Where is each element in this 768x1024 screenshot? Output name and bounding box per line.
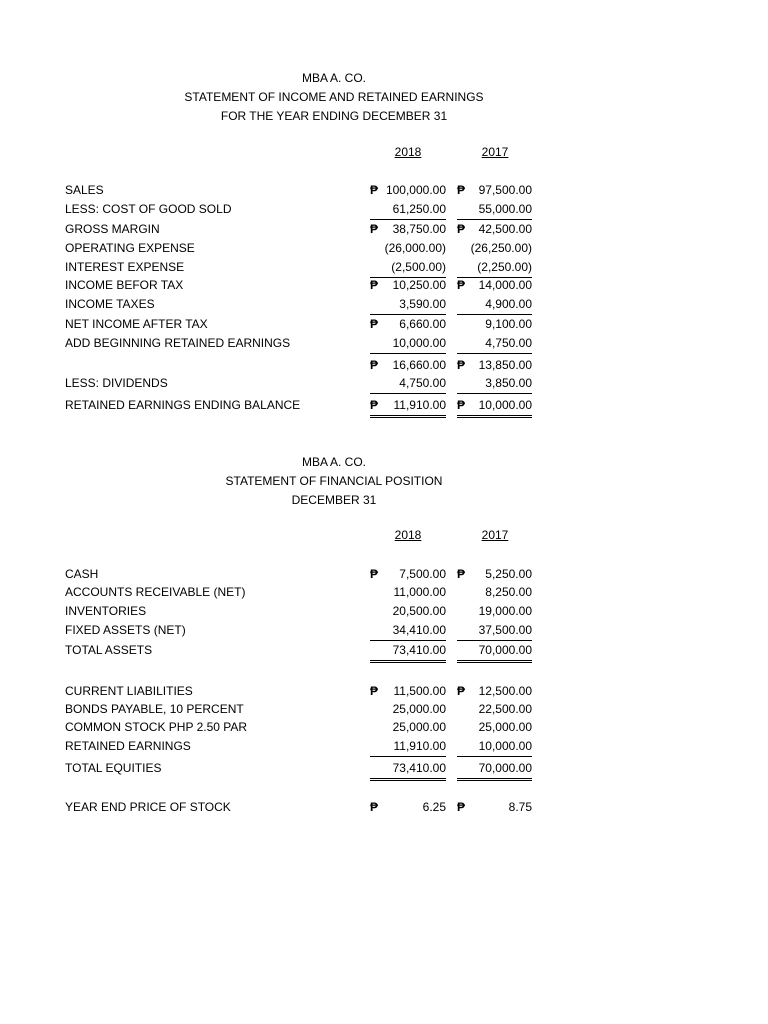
row-label: ACCOUNTS RECEIVABLE (NET): [65, 585, 246, 599]
amount-value: 11,000.00: [393, 585, 446, 599]
amount-value: 38,750.00: [392, 222, 446, 236]
amount-cell-2017: [457, 565, 532, 584]
amount-cell-2018: [370, 258, 446, 278]
amount-value: 10,000.00: [392, 336, 446, 350]
table-row: [0, 759, 768, 778]
amount-cell-2017: [457, 682, 532, 701]
amount-cell-2017: [457, 276, 532, 295]
statement-title: STATEMENT OF FINANCIAL POSITION: [225, 474, 443, 488]
row-label: INVENTORIES: [65, 604, 147, 618]
amount-value: 25,000.00: [392, 702, 446, 716]
peso-sign: ₱: [457, 183, 466, 197]
table-row: [0, 621, 768, 640]
amount-value: 7,500.00: [399, 567, 446, 581]
amount-value: 13,850.00: [478, 358, 532, 372]
peso-sign: ₱: [457, 358, 466, 372]
amount-value: 73,410.00: [392, 761, 446, 775]
peso-sign: ₱: [370, 684, 379, 698]
peso-sign: ₱: [457, 398, 466, 412]
table-row: [0, 396, 768, 415]
amount-cell-2017: [457, 200, 532, 220]
amount-value: 22,500.00: [478, 702, 532, 716]
table-row: [0, 374, 768, 393]
amount-cell-2017: [457, 602, 532, 621]
peso-sign: ₱: [370, 800, 379, 814]
amount-value: 25,000.00: [478, 720, 532, 734]
amount-value: 100,000.00: [385, 183, 446, 197]
table-row: [0, 356, 768, 375]
row-label: LESS: DIVIDENDS: [65, 376, 168, 390]
amount-cell-2017: [457, 258, 532, 278]
peso-sign: ₱: [370, 183, 379, 197]
amount-value: 6.25: [422, 800, 446, 814]
amount-value: 4,900.00: [485, 297, 532, 311]
amount-value: 4,750.00: [485, 336, 532, 350]
row-label: ADD BEGINNING RETAINED EARNINGS: [65, 336, 291, 350]
row-label: GROSS MARGIN: [65, 222, 160, 236]
amount-value: 14,000.00: [478, 278, 532, 292]
peso-sign: ₱: [370, 222, 379, 236]
amount-value: 11,500.00: [393, 684, 446, 698]
peso-sign: ₱: [370, 317, 379, 331]
amount-cell-2017: [457, 641, 532, 663]
table-row: [0, 602, 768, 621]
amount-value: 19,000.00: [478, 604, 532, 618]
row-label: YEAR END PRICE OF STOCK: [65, 800, 231, 814]
amount-cell-2018: [370, 239, 446, 258]
amount-cell-2017: [457, 798, 532, 817]
amount-value: 10,000.00: [478, 739, 532, 753]
statement-period: DECEMBER 31: [291, 493, 377, 507]
amount-cell-2018: [370, 181, 446, 200]
amount-value: 97,500.00: [478, 183, 532, 197]
amount-value: 12,500.00: [478, 684, 532, 698]
year-header-2017: 2017: [481, 528, 509, 542]
amount-cell-2017: [457, 356, 532, 375]
amount-cell-2018: [370, 356, 446, 375]
peso-sign: ₱: [457, 684, 466, 698]
company-name: MBA A. CO.: [301, 71, 367, 85]
table-row: [0, 276, 768, 295]
row-label: NET INCOME AFTER TAX: [65, 317, 208, 331]
amount-cell-2018: [370, 315, 446, 334]
amount-cell-2017: [457, 374, 532, 394]
amount-value: 11,910.00: [393, 739, 446, 753]
row-label: SALES: [65, 183, 104, 197]
amount-cell-2017: [457, 737, 532, 757]
row-label: LESS: COST OF GOOD SOLD: [65, 202, 232, 216]
amount-cell-2017: [457, 700, 532, 719]
amount-cell-2017: [457, 396, 532, 418]
amount-value: 10,250.00: [392, 278, 446, 292]
table-row: [0, 258, 768, 277]
amount-cell-2017: [457, 315, 532, 334]
table-row: [0, 737, 768, 756]
table-row: [0, 220, 768, 239]
amount-cell-2018: [370, 737, 446, 757]
table-row: [0, 315, 768, 334]
table-row: [0, 239, 768, 258]
amount-value: 37,500.00: [478, 623, 532, 637]
amount-value: 55,000.00: [478, 202, 532, 216]
amount-value: 42,500.00: [478, 222, 532, 236]
year-header-2018: 2018: [394, 528, 422, 542]
amount-value: 70,000.00: [478, 643, 532, 657]
peso-sign: ₱: [457, 278, 466, 292]
amount-cell-2018: [370, 621, 446, 641]
row-label: RETAINED EARNINGS: [65, 739, 191, 753]
amount-cell-2017: [457, 718, 532, 737]
amount-value: (26,250.00): [470, 241, 532, 255]
amount-value: 16,660.00: [392, 358, 446, 372]
amount-value: (2,500.00): [391, 260, 446, 274]
amount-cell-2018: [370, 759, 446, 781]
amount-cell-2018: [370, 641, 446, 663]
financial-position-heading: [0, 453, 668, 510]
peso-sign: ₱: [457, 567, 466, 581]
amount-cell-2017: [457, 621, 532, 641]
amount-cell-2017: [457, 295, 532, 315]
amount-value: 34,410.00: [392, 623, 446, 637]
amount-value: 10,000.00: [478, 398, 532, 412]
amount-cell-2018: [370, 565, 446, 584]
year-header-2018: 2018: [394, 145, 422, 159]
amount-cell-2018: [370, 583, 446, 602]
amount-cell-2018: [370, 374, 446, 394]
row-label: CURRENT LIABILITIES: [65, 684, 193, 698]
amount-value: 70,000.00: [478, 761, 532, 775]
amount-value: 8,250.00: [485, 585, 532, 599]
amount-cell-2017: [457, 759, 532, 781]
table-row: [0, 181, 768, 200]
peso-sign: ₱: [370, 567, 379, 581]
row-label: RETAINED EARNINGS ENDING BALANCE: [65, 398, 301, 412]
amount-value: 4,750.00: [399, 376, 446, 390]
row-label: COMMON STOCK PHP 2.50 PAR: [65, 720, 248, 734]
row-label: TOTAL ASSETS: [65, 643, 153, 657]
table-row: [0, 798, 768, 817]
amount-value: 3,850.00: [485, 376, 532, 390]
amount-cell-2017: [457, 583, 532, 602]
peso-sign: ₱: [457, 222, 466, 236]
amount-cell-2018: [370, 682, 446, 701]
statement-title: STATEMENT OF INCOME AND RETAINED EARNINGS: [184, 90, 484, 104]
amount-value: 25,000.00: [392, 720, 446, 734]
table-row: [0, 295, 768, 314]
statement-period: FOR THE YEAR ENDING DECEMBER 31: [220, 109, 448, 123]
peso-sign: ₱: [370, 278, 379, 292]
amount-cell-2018: [370, 295, 446, 315]
amount-value: (26,000.00): [384, 241, 446, 255]
amount-value: 9,100.00: [485, 317, 532, 331]
company-name: MBA A. CO.: [301, 455, 367, 469]
amount-cell-2018: [370, 602, 446, 621]
peso-sign: ₱: [370, 398, 379, 412]
amount-value: 5,250.00: [485, 567, 532, 581]
amount-value: 6,660.00: [399, 317, 446, 331]
table-row: [0, 583, 768, 602]
peso-sign: ₱: [370, 358, 379, 372]
amount-cell-2017: [457, 334, 532, 354]
row-label: BONDS PAYABLE, 10 PERCENT: [65, 702, 244, 716]
amount-value: 11,910.00: [393, 398, 446, 412]
income-statement-heading: [0, 69, 668, 126]
amount-value: 8.75: [508, 800, 532, 814]
amount-cell-2018: [370, 718, 446, 737]
peso-sign: ₱: [457, 800, 466, 814]
row-label: OPERATING EXPENSE: [65, 241, 195, 255]
table-row: [0, 334, 768, 353]
amount-cell-2017: [457, 181, 532, 200]
row-label: TOTAL EQUITIES: [65, 761, 162, 775]
amount-value: 73,410.00: [392, 643, 446, 657]
amount-value: 20,500.00: [392, 604, 446, 618]
table-row: [0, 200, 768, 219]
amount-cell-2018: [370, 200, 446, 220]
amount-value: 61,250.00: [392, 202, 446, 216]
amount-cell-2018: [370, 220, 446, 239]
table-row: [0, 565, 768, 584]
table-row: [0, 718, 768, 737]
amount-cell-2018: [370, 396, 446, 418]
amount-cell-2018: [370, 798, 446, 817]
amount-cell-2018: [370, 700, 446, 719]
table-row: [0, 682, 768, 701]
table-row: [0, 700, 768, 719]
year-header-2017: 2017: [481, 145, 509, 159]
amount-value: (2,250.00): [477, 260, 532, 274]
amount-cell-2017: [457, 239, 532, 258]
table-row: [0, 641, 768, 660]
amount-cell-2018: [370, 334, 446, 354]
row-label: INCOME BEFOR TAX: [65, 278, 184, 292]
row-label: INTEREST EXPENSE: [65, 260, 185, 274]
row-label: INCOME TAXES: [65, 297, 155, 311]
row-label: FIXED ASSETS (NET): [65, 623, 186, 637]
row-label: CASH: [65, 567, 99, 581]
amount-cell-2017: [457, 220, 532, 239]
amount-cell-2018: [370, 276, 446, 295]
amount-value: 3,590.00: [399, 297, 446, 311]
